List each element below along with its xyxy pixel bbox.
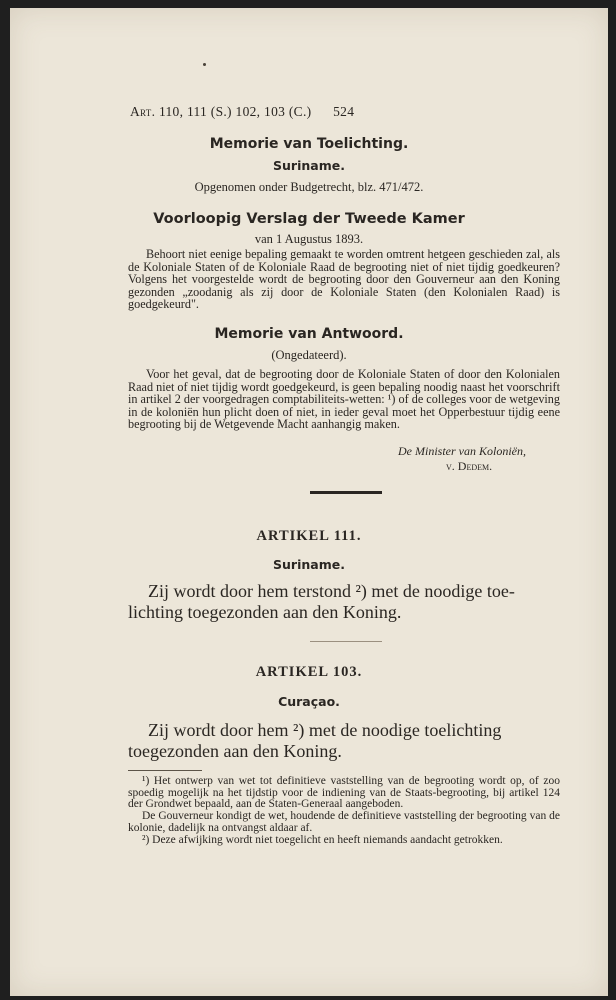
article-111-region: Suriname. xyxy=(273,557,345,572)
section-divider xyxy=(310,491,382,494)
article-111-text-line-2: lichting toegezonden aan den Koning. xyxy=(128,602,402,622)
section-title-memorie-toelichting: Memorie van Toelichting. xyxy=(209,136,409,152)
article-103-text-line-1: Zij wordt door hem ²) met de noodige toelichting xyxy=(148,720,502,740)
footnotes xyxy=(128,776,560,846)
section-note-budgetrecht: Opgenomen onder Budgetrecht, blz. 471/472. xyxy=(194,180,424,194)
article-103-heading: ARTIKEL 103. xyxy=(255,664,363,680)
paragraph-antwoord: Voor het geval, dat de begrooting door de Koloniale Staten of door den Kolonialen Raad niet of niet tijdig wordt goedgekeurd, is geen bepaling noodig naast het voorschrift in artikel 2 der voorgedragen comptabiliteits-wetten: ¹) of de colleges voor de wetgeving in de koloniën hun plicht doen of niet, in ieder geval moet het Opperbestuur tijdig eene begrooting bij de Wetgevende Macht aanhangig maken. xyxy=(128,367,560,432)
article-divider xyxy=(310,641,382,642)
article-111-text xyxy=(128,581,560,623)
signature-title: De Minister van Koloniën, xyxy=(398,444,526,458)
article-111-heading: ARTIKEL 111. xyxy=(256,528,362,544)
speck-mark xyxy=(203,63,206,66)
article-111-text-line-1: Zij wordt door hem terstond ²) met de noodige toe- xyxy=(148,581,515,601)
signature-name: v. Dedem. xyxy=(446,459,493,473)
footnote-2: ²) Deze afwijking wordt niet toegelicht en heeft niemands aandacht getrokken. xyxy=(142,833,503,846)
section-title-voorloopig-verslag: Voorloopig Verslag der Tweede Kamer xyxy=(153,211,465,227)
article-103-region: Curaçao. xyxy=(278,694,340,709)
article-103-text xyxy=(128,720,560,762)
section-date-verslag: van 1 Augustus 1893. xyxy=(254,232,364,246)
page-number: 524 xyxy=(333,104,355,119)
paragraph-verslag: Behoort niet eenige bepaling gemaakt te worden omtrent hetgeen geschieden zal, als de Koloniale Staten of de Koloniale Raad de begrooting niet of niet tijdig goedkeuren? Volgens het voorgestelde wordt de begrooting door den Gouverneur aan den Koning gezonden „zoodanig als zij door de Koloniale Staten (den Kolonialen Raad) is goedgekeurd". xyxy=(128,247,560,312)
section-date-antwoord: (Ongedateerd). xyxy=(271,348,347,362)
section-subtitle-suriname: Suriname. xyxy=(273,158,345,173)
footnote-1: ¹) Het ontwerp van wet tot definitieve vaststelling van de begrooting wordt op, of zoo spoedig mogelijk na het tijdstip voor de indiening van de Staats-begrooting, bij artikel 124 der Grondwet bepaald, aan de Staten-Generaal aangeboden. xyxy=(128,775,560,811)
article-103-text-line-2: toegezonden aan den Koning. xyxy=(128,741,342,761)
footnote-rule xyxy=(128,770,202,771)
footnote-1-continued: De Gouverneur kondigt de wet, houdende de definitieve vaststelling der begrooting van de kolonie, dadelijk na ontvangst aldaar af. xyxy=(128,810,560,834)
document-page xyxy=(10,8,608,996)
running-head-articles: Art. 110, 111 (S.) 102, 103 (C.) xyxy=(130,104,312,119)
section-title-memorie-antwoord: Memorie van Antwoord. xyxy=(214,326,404,342)
running-head xyxy=(130,104,354,120)
